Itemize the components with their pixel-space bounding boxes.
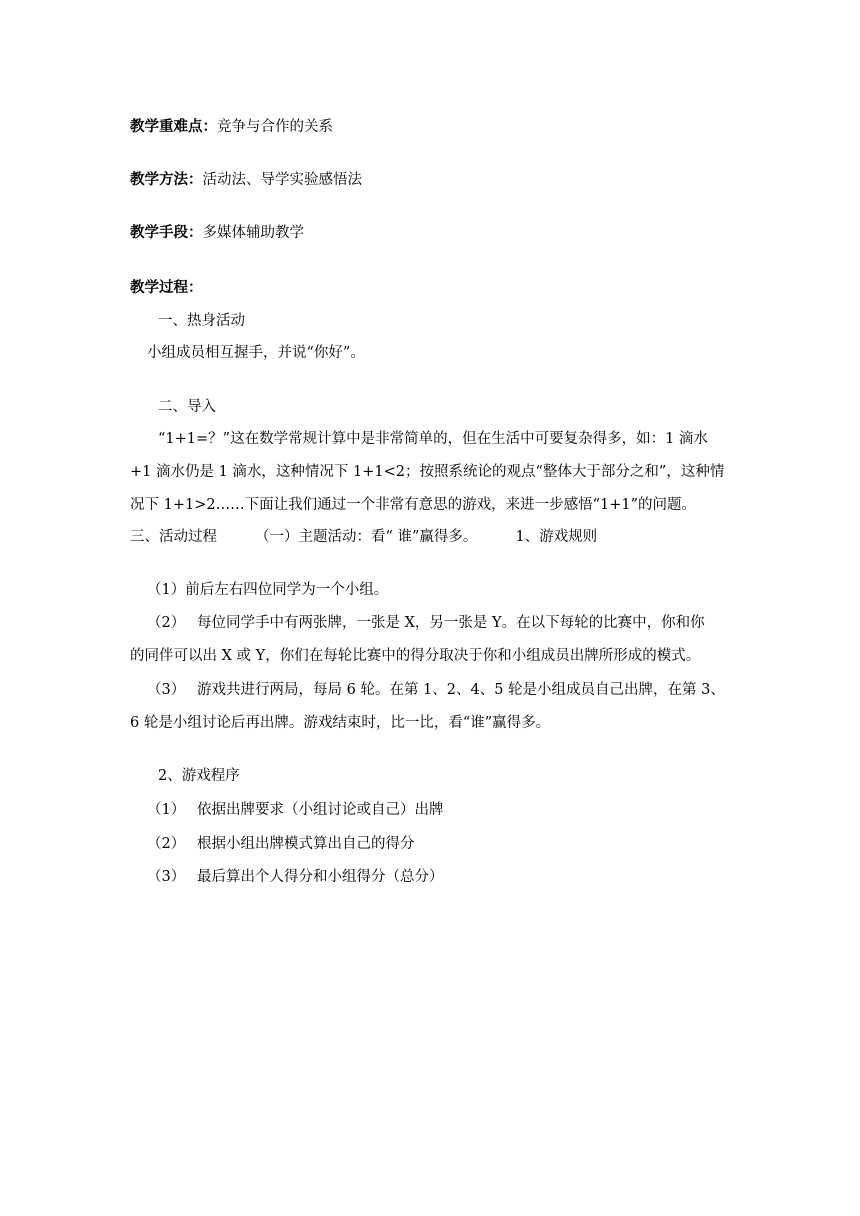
intro-heading: 二、导入 [158, 399, 216, 415]
intro-line-2: +1 滴水仍是 1 滴水，这种情况下 1+1<2；按照系统论的观点“整体大于部分之和”，这种情 [130, 464, 725, 480]
procedure-step-3-num: （3） [147, 869, 186, 885]
rule-2-line-2: 的同伴可以出 X 或 Y，你们在每轮比赛中的得分取决于你和小组成员出牌所形成的模式。 [130, 648, 701, 664]
rule-1-num: （1） [147, 582, 186, 598]
procedure-step-2-num: （2） [147, 836, 186, 852]
activity-heading: 三、活动过程 [130, 529, 217, 545]
intro-line-1: “1+1=？”这在数学常规计算中是非常简单的，但在生活中可要复杂得多，如：1 滴水 [158, 431, 708, 447]
procedure-heading: 2、游戏程序 [158, 768, 240, 784]
means-row [130, 223, 740, 243]
procedure-step-2-text: 根据小组出牌模式算出自己的得分 [197, 836, 415, 852]
methods-label: 教学方法： [130, 171, 203, 188]
rule-3-text-1: 游戏共进行两局，每局 6 轮。在第 1、2、4、5 轮是小组成员自己出牌，在第 3、 [197, 682, 725, 698]
methods-row [130, 170, 740, 190]
rules-heading: 1、游戏规则 [515, 529, 598, 545]
rule-3-num: （3） [147, 682, 186, 698]
key-points-label: 教学重难点： [130, 118, 217, 135]
means-label: 教学手段： [130, 224, 203, 241]
activity-topic: （一）主题活动：看“ 谁”赢得多。 [255, 529, 478, 545]
key-points-row [130, 117, 740, 137]
rule-2-line-1 [147, 613, 757, 633]
process-row [130, 278, 740, 298]
rule-1 [147, 580, 757, 600]
warmup-heading: 一、热身活动 [158, 313, 245, 329]
procedure-step-3 [147, 867, 757, 887]
warmup-text: 小组成员相互握手，并说“你好”。 [147, 345, 365, 361]
rule-2-text-1: 每位同学手中有两张牌，一张是 X，另一张是 Y。在以下每轮的比赛中，你和你 [197, 615, 705, 631]
procedure-step-3-text: 最后算出个人得分和小组得分（总分） [197, 869, 444, 885]
process-label: 教学过程： [130, 279, 203, 296]
activity-row [130, 527, 740, 547]
rule-1-text: 前后左右四位同学为一个小组。 [185, 582, 389, 598]
procedure-step-1-num: （1） [147, 802, 186, 818]
procedure-step-2 [147, 834, 757, 854]
rule-2-num: （2） [147, 615, 186, 631]
procedure-step-1-text: 依据出牌要求（小组讨论或自己）出牌 [197, 802, 444, 818]
intro-line-3: 况下 1+1>2……下面让我们通过一个非常有意思的游戏，来进一步感悟“1+1”的问题。 [130, 497, 697, 513]
methods-value: 活动法、导学实验感悟法 [202, 172, 362, 188]
rule-3-line-2: 6 轮是小组讨论后再出牌。游戏结束时，比一比，看“谁”赢得多。 [130, 715, 551, 731]
key-points-value: 竞争与合作的关系 [217, 119, 333, 135]
rule-3-line-1 [147, 680, 757, 700]
procedure-step-1 [147, 800, 757, 820]
means-value: 多媒体辅助教学 [202, 225, 304, 241]
